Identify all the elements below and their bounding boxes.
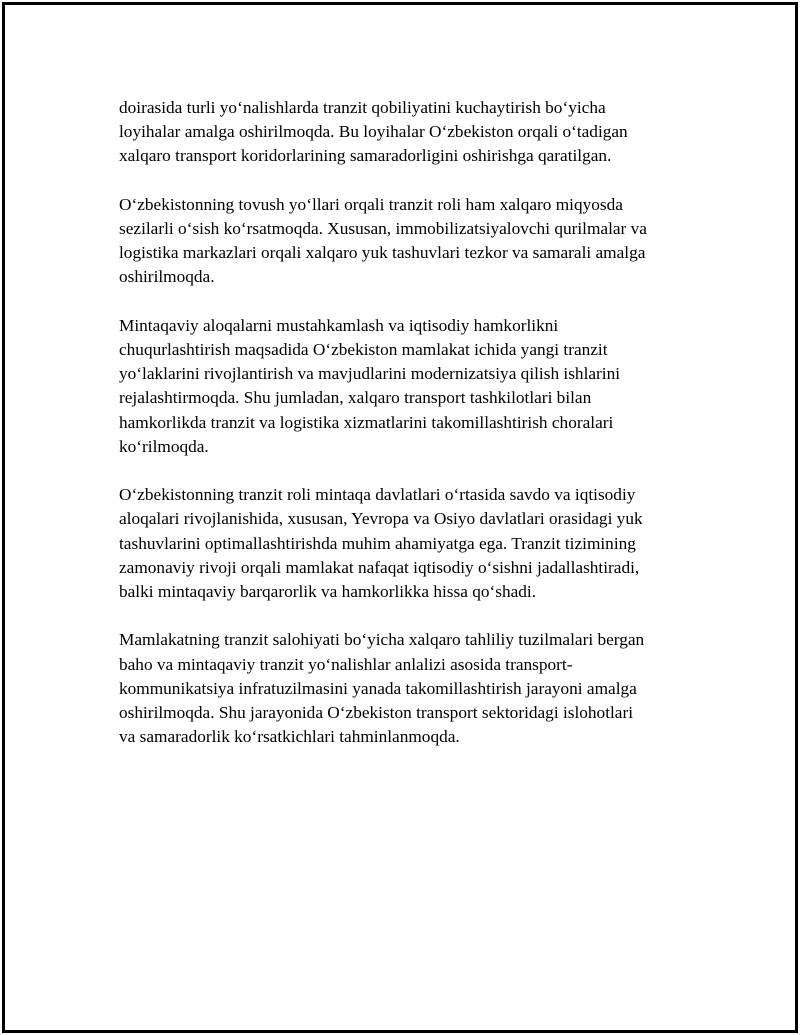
paragraph-1 bbox=[119, 96, 699, 169]
text-line: oshirilmoqda. bbox=[119, 267, 215, 287]
paragraph-4 bbox=[119, 483, 699, 604]
text-line: xalqaro transport koridorlarining samaradorligini oshirishga qaratilgan. bbox=[119, 146, 612, 166]
text-line: chuqurlashtirish maqsadida Oʻzbekiston mamlakat ichida yangi tranzit bbox=[119, 340, 608, 359]
text-line: tashuvlarini optimallashtirishda muhim ahamiyatga ega. Tranzit tizimining bbox=[119, 533, 636, 553]
paragraph-3 bbox=[119, 314, 699, 459]
text-line: Mintaqaviy aloqalarni mustahkamlash va iqtisodiy hamkorlikni bbox=[119, 315, 559, 335]
text-line: kommunikatsiya infratuzilmasini yanada takomillashtirish jarayoni amalga bbox=[119, 678, 637, 698]
text-line: zamonaviy rivoji orqali mamlakat nafaqat iqtisodiy oʻsishni jadallashtiradi, bbox=[119, 557, 640, 577]
text-line: Oʻzbekistonning tovush yoʻllari orqali tranzit roli ham xalqaro miqyosda bbox=[119, 194, 623, 214]
text-line: yoʻlaklarini rivojlantirish va mavjudlarini modernizatsiya qilish ishlarini bbox=[119, 364, 621, 384]
text-line: rejalashtirmoqda. Shu jumladan, xalqaro transport tashkilotlari bilan bbox=[119, 388, 592, 408]
paragraph-2 bbox=[119, 193, 699, 290]
text-line: logistika markazlari orqali xalqaro yuk tashuvlari tezkor va samarali amalga bbox=[119, 243, 646, 263]
text-line: Oʻzbekistonning tranzit roli mintaqa davlatlari oʻrtasida savdo va iqtisodiy bbox=[119, 485, 636, 505]
document-body bbox=[119, 96, 699, 774]
text-line: va samaradorlik koʻrsatkichlari tahminlanmoqda. bbox=[119, 727, 460, 747]
text-line: doirasida turli yoʻnalishlarda tranzit qobiliyatini kuchaytirish boʻyicha bbox=[119, 98, 606, 117]
text-line: aloqalari rivojlanishida, xususan, Yevropa va Osiyo davlatlari orasidagi yuk bbox=[119, 509, 643, 529]
text-line: loyihalar amalga oshirilmoqda. Bu loyihalar Oʻzbekiston orqali oʻtadigan bbox=[119, 122, 628, 142]
page-frame bbox=[2, 2, 798, 1033]
text-line: Mamlakatning tranzit salohiyati boʻyicha xalqaro tahliliy tuzilmalari bergan bbox=[119, 630, 645, 650]
text-line: balki mintaqaviy barqarorlik va hamkorlikka hissa qoʻshadi. bbox=[119, 582, 537, 602]
paragraph-5 bbox=[119, 628, 699, 749]
text-line: sezilarli oʻsish koʻrsatmoqda. Xususan, immobilizatsiyalovchi qurilmalar va bbox=[119, 219, 647, 238]
text-line: oshirilmoqda. Shu jarayonida Oʻzbekiston transport sektoridagi islohotlari bbox=[119, 703, 634, 723]
text-line: hamkorlikda tranzit va logistika xizmatlarini takomillashtirish choralari bbox=[119, 412, 614, 432]
text-line: koʻrilmoqda. bbox=[119, 436, 209, 456]
text-line: baho va mintaqaviy tranzit yoʻnalishlar anlalizi asosida transport- bbox=[119, 654, 573, 674]
